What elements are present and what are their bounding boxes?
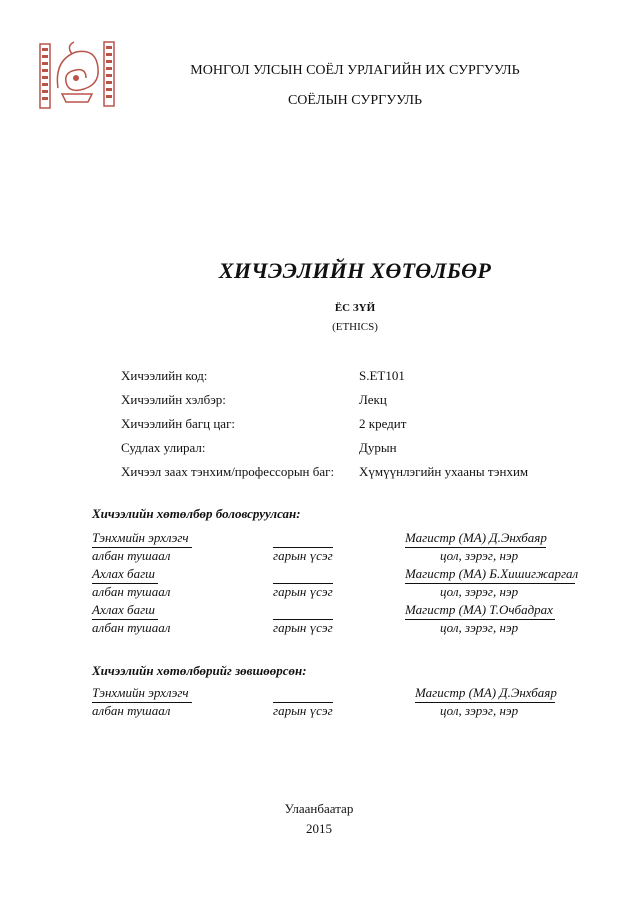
developer-position: Ахлах багш [92, 602, 155, 617]
signature-caption: гарын үсэг [273, 703, 333, 718]
subject-name: ЁС ЗҮЙ [334, 302, 376, 314]
course-code-label: Хичээлийн код: [121, 368, 208, 383]
university-seal-icon [36, 38, 118, 112]
name-caption: цол, зэрэг, нэр [440, 620, 519, 635]
course-code-value: S.ET101 [359, 368, 405, 383]
study-semester-label: Судлах улирал: [121, 440, 206, 455]
course-credit-value: 2 кредит [359, 416, 407, 431]
approver-position: Тэнхмийн эрхлэгч [92, 685, 189, 700]
developer-name: Магистр (МА) Д.Энхбаяр [405, 530, 547, 545]
course-credit-label: Хичээлийн багц цаг: [121, 416, 236, 431]
institution-name: МОНГОЛ УЛСЫН СОЁЛ УРЛАГИЙН ИХ СУРГУУЛЬ [190, 63, 520, 78]
name-caption: цол, зэрэг, нэр [440, 548, 519, 563]
study-semester-value: Дурын [359, 440, 397, 455]
developer-name: Магистр (МА) Т.Очбадрах [405, 602, 553, 617]
signature-caption: гарын үсэг [273, 620, 333, 635]
position-caption: албан тушаал [92, 548, 171, 563]
position-caption: албан тушаал [92, 620, 171, 635]
school-name: СОЁЛЫН СУРГУУЛЬ [287, 93, 423, 108]
document-title: ХИЧЭЭЛИЙН ХӨТӨЛБӨР [218, 258, 492, 283]
course-form-label: Хичээлийн хэлбэр: [121, 392, 226, 407]
developed-heading: Хичээлийн хөтөлбөр боловсруулсан: [92, 506, 301, 521]
developer-position: Тэнхмийн эрхлэгч [92, 530, 189, 545]
developer-position: Ахлах багш [92, 566, 155, 581]
position-caption: албан тушаал [92, 703, 171, 718]
subject-name-english: (ETHICS) [332, 321, 378, 333]
department-value: Хүмүүнлэгийн ухааны тэнхим [359, 464, 529, 479]
department-label: Хичээл заах тэнхим/профессорын баг: [121, 464, 335, 479]
developer-name: Магистр (МА) Б.Хишигжаргал [405, 566, 579, 581]
signature-caption: гарын үсэг [273, 548, 333, 563]
year: 2015 [306, 821, 332, 836]
course-form-value: Лекц [359, 392, 387, 407]
approver-name: Магистр (МА) Д.Энхбаяр [415, 685, 557, 700]
name-caption: цол, зэрэг, нэр [440, 584, 519, 599]
city: Улаанбаатар [284, 801, 354, 816]
position-caption: албан тушаал [92, 584, 171, 599]
name-caption: цол, зэрэг, нэр [440, 703, 519, 718]
approved-heading: Хичээлийн хөтөлбөрийг зөвшөөрсөн: [92, 663, 307, 678]
signature-caption: гарын үсэг [273, 584, 333, 599]
